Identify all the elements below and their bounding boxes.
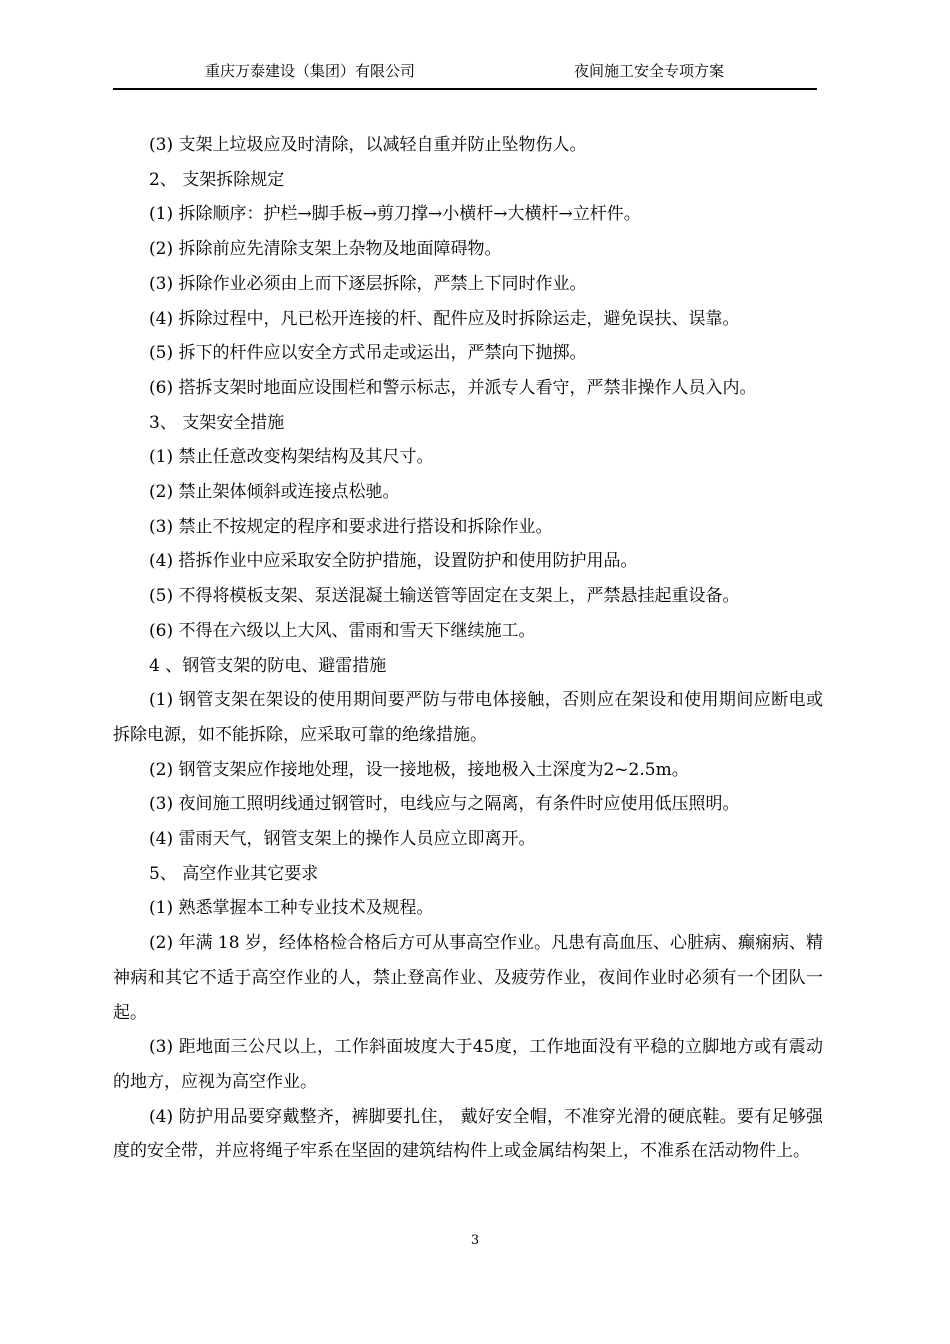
paragraph: (6) 搭拆支架时地面应设围栏和警示标志，并派专人看守，严禁非操作人员入内。 [149, 377, 757, 398]
paragraph: (5) 拆下的杆件应以安全方式吊走或运出，严禁向下抛掷。 [149, 343, 587, 364]
header-document-title: 夜间施工安全专项方案 [574, 62, 725, 80]
section-heading: 5、 高空作业其它要求 [149, 863, 319, 884]
paragraph: (2) 钢管支架应作接地处理，设一接地极，接地极入土深度为2~2.5m。 [149, 759, 689, 780]
page-header [113, 58, 817, 84]
section-heading: 2、 支架拆除规定 [149, 169, 285, 190]
paragraph: (3) 距地面三公尺以上，工作斜面坡度大于45度，工作地面没有平稳的立脚地方或有震动的地方，应视为高空作业。 [113, 1037, 823, 1092]
header-company-name: 重庆万泰建设（集团）有限公司 [205, 62, 416, 80]
section-heading: 4 、钢管支架的防电、避雷措施 [149, 655, 387, 676]
paragraph: (1) 禁止任意改变构架结构及其尺寸。 [149, 447, 434, 468]
paragraph: (4) 雷雨天气，钢管支架上的操作人员应立即离开。 [149, 829, 536, 850]
paragraph: (4) 搭拆作业中应采取安全防护措施，设置防护和使用防护用品。 [149, 551, 638, 572]
paragraph: (3) 支架上垃圾应及时清除，以减轻自重并防止坠物伤人。 [149, 135, 587, 155]
header-divider [113, 88, 817, 90]
paragraph: (2) 禁止架体倾斜或连接点松驰。 [149, 482, 400, 503]
paragraph: (5) 不得将模板支架、泵送混凝土输送管等固定在支架上，严禁悬挂起重设备。 [149, 586, 740, 607]
paragraph: (2) 年满 18 岁，经体格检合格后方可从事高空作业。凡患有高血压、心脏病、癫痫病、精神病和其它不适于高空作业的人，禁止登高作业、及疲劳作业，夜间作业时必须有一个团队一起。 [113, 933, 823, 1023]
paragraph: (3) 拆除作业必须由上而下逐层拆除，严禁上下同时作业。 [149, 273, 587, 294]
paragraph: (3) 夜间施工照明线通过钢管时，电线应与之隔离，有条件时应使用低压照明。 [149, 794, 740, 815]
paragraph: (3) 禁止不按规定的程序和要求进行搭设和拆除作业。 [149, 516, 553, 537]
section-heading: 3、 支架安全措施 [149, 412, 285, 433]
paragraph: (6) 不得在六级以上大风、雷雨和雪天下继续施工。 [149, 620, 536, 641]
page-number: 3 [470, 1233, 480, 1248]
paragraph: (1) 熟悉掌握本工种专业技术及规程。 [149, 898, 434, 919]
paragraph: (2) 拆除前应先清除支架上杂物及地面障碍物。 [149, 239, 502, 260]
paragraph: (4) 拆除过程中，凡已松开连接的杆、配件应及时拆除运走，避免误扶、误靠。 [149, 308, 740, 329]
paragraph: (1) 拆除顺序：护栏→脚手板→剪刀撑→小横杆→大横杆→立杆件。 [149, 204, 641, 225]
paragraph: (4) 防护用品要穿戴整齐，裤脚要扎住， 戴好安全帽，不准穿光滑的硬底鞋。要有足够强度的安全带，并应将绳子牢系在坚固的建筑结构件上或金属结构架上，不准系在活动物件上。 [113, 1106, 823, 1162]
document-body [113, 128, 823, 1169]
paragraph: (1) 钢管支架在架设的使用期间要严防与带电体接触，否则应在架设和使用期间应断电或拆除电源，如不能拆除，应采取可靠的绝缘措施。 [113, 690, 823, 745]
